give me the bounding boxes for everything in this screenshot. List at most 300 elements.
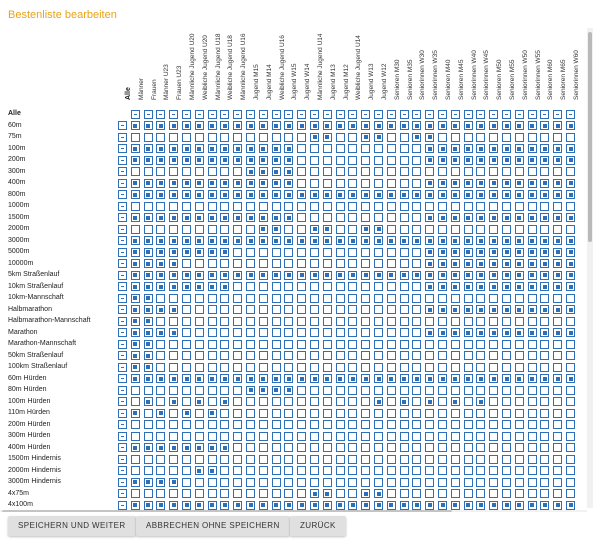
discipline-checkbox[interactable] — [336, 259, 345, 268]
discipline-checkbox[interactable] — [284, 432, 293, 441]
discipline-checkbox[interactable] — [566, 179, 575, 188]
discipline-checkbox[interactable] — [387, 455, 396, 464]
discipline-checkbox[interactable] — [182, 455, 191, 464]
select-row-checkbox[interactable] — [118, 144, 127, 153]
discipline-checkbox[interactable] — [489, 121, 498, 130]
discipline-checkbox[interactable] — [169, 478, 178, 487]
discipline-checkbox[interactable] — [425, 489, 434, 498]
discipline-checkbox[interactable] — [297, 213, 306, 222]
discipline-checkbox[interactable] — [131, 328, 140, 337]
discipline-checkbox[interactable] — [246, 167, 255, 176]
discipline-checkbox[interactable] — [400, 271, 409, 280]
discipline-checkbox[interactable] — [220, 386, 229, 395]
discipline-checkbox[interactable] — [412, 259, 421, 268]
discipline-checkbox[interactable] — [208, 156, 217, 165]
discipline-checkbox[interactable] — [361, 167, 370, 176]
discipline-checkbox[interactable] — [348, 397, 357, 406]
discipline-checkbox[interactable] — [195, 397, 204, 406]
discipline-checkbox[interactable] — [169, 144, 178, 153]
discipline-checkbox[interactable] — [259, 144, 268, 153]
discipline-checkbox[interactable] — [233, 397, 242, 406]
discipline-checkbox[interactable] — [144, 271, 153, 280]
discipline-checkbox[interactable] — [195, 455, 204, 464]
discipline-checkbox[interactable] — [323, 190, 332, 199]
discipline-checkbox[interactable] — [374, 443, 383, 452]
select-column-checkbox[interactable] — [374, 110, 383, 119]
discipline-checkbox[interactable] — [246, 432, 255, 441]
discipline-checkbox[interactable] — [272, 443, 281, 452]
discipline-checkbox[interactable] — [233, 179, 242, 188]
discipline-checkbox[interactable] — [438, 202, 447, 211]
discipline-checkbox[interactable] — [323, 351, 332, 360]
discipline-checkbox[interactable] — [387, 397, 396, 406]
discipline-checkbox[interactable] — [195, 271, 204, 280]
discipline-checkbox[interactable] — [528, 317, 537, 326]
discipline-checkbox[interactable] — [502, 248, 511, 257]
discipline-checkbox[interactable] — [553, 179, 562, 188]
discipline-checkbox[interactable] — [272, 432, 281, 441]
discipline-checkbox[interactable] — [464, 156, 473, 165]
discipline-checkbox[interactable] — [412, 397, 421, 406]
discipline-checkbox[interactable] — [438, 213, 447, 222]
discipline-checkbox[interactable] — [502, 167, 511, 176]
discipline-checkbox[interactable] — [425, 121, 434, 130]
select-column-checkbox[interactable] — [553, 110, 562, 119]
discipline-checkbox[interactable] — [361, 271, 370, 280]
discipline-checkbox[interactable] — [400, 236, 409, 245]
discipline-checkbox[interactable] — [412, 501, 421, 510]
discipline-checkbox[interactable] — [400, 305, 409, 314]
discipline-checkbox[interactable] — [259, 409, 268, 418]
discipline-checkbox[interactable] — [464, 351, 473, 360]
discipline-checkbox[interactable] — [131, 213, 140, 222]
discipline-checkbox[interactable] — [220, 121, 229, 130]
discipline-checkbox[interactable] — [131, 340, 140, 349]
discipline-checkbox[interactable] — [438, 282, 447, 291]
discipline-checkbox[interactable] — [323, 466, 332, 475]
discipline-checkbox[interactable] — [297, 409, 306, 418]
discipline-checkbox[interactable] — [156, 236, 165, 245]
discipline-checkbox[interactable] — [208, 144, 217, 153]
discipline-checkbox[interactable] — [233, 156, 242, 165]
discipline-checkbox[interactable] — [131, 144, 140, 153]
discipline-checkbox[interactable] — [131, 374, 140, 383]
discipline-checkbox[interactable] — [246, 363, 255, 372]
discipline-checkbox[interactable] — [502, 144, 511, 153]
select-column-checkbox[interactable] — [233, 110, 242, 119]
discipline-checkbox[interactable] — [310, 409, 319, 418]
discipline-checkbox[interactable] — [182, 363, 191, 372]
discipline-checkbox[interactable] — [400, 144, 409, 153]
discipline-checkbox[interactable] — [476, 121, 485, 130]
discipline-checkbox[interactable] — [374, 213, 383, 222]
discipline-checkbox[interactable] — [233, 282, 242, 291]
discipline-checkbox[interactable] — [425, 271, 434, 280]
discipline-checkbox[interactable] — [400, 317, 409, 326]
select-column-checkbox[interactable] — [208, 110, 217, 119]
discipline-checkbox[interactable] — [425, 259, 434, 268]
discipline-checkbox[interactable] — [297, 202, 306, 211]
discipline-checkbox[interactable] — [284, 501, 293, 510]
discipline-checkbox[interactable] — [476, 282, 485, 291]
discipline-checkbox[interactable] — [272, 236, 281, 245]
discipline-checkbox[interactable] — [310, 374, 319, 383]
discipline-checkbox[interactable] — [400, 156, 409, 165]
discipline-checkbox[interactable] — [323, 455, 332, 464]
discipline-checkbox[interactable] — [451, 455, 460, 464]
discipline-checkbox[interactable] — [553, 432, 562, 441]
discipline-checkbox[interactable] — [489, 328, 498, 337]
discipline-checkbox[interactable] — [400, 202, 409, 211]
discipline-checkbox[interactable] — [348, 409, 357, 418]
select-column-checkbox[interactable] — [528, 110, 537, 119]
discipline-checkbox[interactable] — [540, 179, 549, 188]
discipline-checkbox[interactable] — [528, 409, 537, 418]
discipline-checkbox[interactable] — [528, 282, 537, 291]
discipline-checkbox[interactable] — [528, 202, 537, 211]
discipline-checkbox[interactable] — [284, 179, 293, 188]
discipline-checkbox[interactable] — [323, 305, 332, 314]
discipline-checkbox[interactable] — [182, 271, 191, 280]
discipline-checkbox[interactable] — [323, 363, 332, 372]
discipline-checkbox[interactable] — [131, 351, 140, 360]
discipline-checkbox[interactable] — [272, 501, 281, 510]
discipline-checkbox[interactable] — [553, 248, 562, 257]
discipline-checkbox[interactable] — [515, 328, 524, 337]
discipline-checkbox[interactable] — [425, 466, 434, 475]
discipline-checkbox[interactable] — [284, 282, 293, 291]
discipline-checkbox[interactable] — [284, 386, 293, 395]
discipline-checkbox[interactable] — [540, 259, 549, 268]
discipline-checkbox[interactable] — [233, 190, 242, 199]
discipline-checkbox[interactable] — [489, 409, 498, 418]
discipline-checkbox[interactable] — [489, 363, 498, 372]
discipline-checkbox[interactable] — [412, 271, 421, 280]
discipline-checkbox[interactable] — [438, 501, 447, 510]
discipline-checkbox[interactable] — [515, 455, 524, 464]
discipline-checkbox[interactable] — [400, 489, 409, 498]
discipline-checkbox[interactable] — [144, 190, 153, 199]
discipline-checkbox[interactable] — [412, 328, 421, 337]
discipline-checkbox[interactable] — [553, 374, 562, 383]
discipline-checkbox[interactable] — [451, 363, 460, 372]
discipline-checkbox[interactable] — [208, 501, 217, 510]
discipline-checkbox[interactable] — [246, 282, 255, 291]
discipline-checkbox[interactable] — [489, 248, 498, 257]
discipline-checkbox[interactable] — [220, 455, 229, 464]
discipline-checkbox[interactable] — [553, 397, 562, 406]
discipline-checkbox[interactable] — [451, 340, 460, 349]
discipline-checkbox[interactable] — [246, 190, 255, 199]
discipline-checkbox[interactable] — [489, 259, 498, 268]
discipline-checkbox[interactable] — [451, 121, 460, 130]
discipline-checkbox[interactable] — [387, 340, 396, 349]
select-column-checkbox[interactable] — [464, 110, 473, 119]
leaderboard-matrix[interactable] — [0, 28, 600, 508]
discipline-checkbox[interactable] — [233, 363, 242, 372]
select-row-checkbox[interactable] — [118, 259, 127, 268]
discipline-checkbox[interactable] — [233, 455, 242, 464]
discipline-checkbox[interactable] — [361, 351, 370, 360]
discipline-checkbox[interactable] — [528, 259, 537, 268]
discipline-checkbox[interactable] — [131, 455, 140, 464]
discipline-checkbox[interactable] — [451, 144, 460, 153]
discipline-checkbox[interactable] — [323, 144, 332, 153]
discipline-checkbox[interactable] — [156, 328, 165, 337]
discipline-checkbox[interactable] — [528, 363, 537, 372]
discipline-checkbox[interactable] — [374, 455, 383, 464]
discipline-checkbox[interactable] — [182, 236, 191, 245]
discipline-checkbox[interactable] — [451, 156, 460, 165]
discipline-checkbox[interactable] — [310, 282, 319, 291]
discipline-checkbox[interactable] — [336, 351, 345, 360]
discipline-checkbox[interactable] — [566, 294, 575, 303]
discipline-checkbox[interactable] — [540, 374, 549, 383]
discipline-checkbox[interactable] — [476, 455, 485, 464]
discipline-checkbox[interactable] — [144, 397, 153, 406]
discipline-checkbox[interactable] — [451, 374, 460, 383]
discipline-checkbox[interactable] — [566, 133, 575, 142]
discipline-checkbox[interactable] — [272, 455, 281, 464]
discipline-checkbox[interactable] — [259, 213, 268, 222]
discipline-checkbox[interactable] — [310, 225, 319, 234]
discipline-checkbox[interactable] — [297, 478, 306, 487]
discipline-checkbox[interactable] — [297, 443, 306, 452]
discipline-checkbox[interactable] — [489, 190, 498, 199]
discipline-checkbox[interactable] — [182, 121, 191, 130]
discipline-checkbox[interactable] — [412, 225, 421, 234]
discipline-checkbox[interactable] — [553, 259, 562, 268]
discipline-checkbox[interactable] — [502, 213, 511, 222]
discipline-checkbox[interactable] — [323, 489, 332, 498]
discipline-checkbox[interactable] — [464, 432, 473, 441]
discipline-checkbox[interactable] — [476, 478, 485, 487]
discipline-checkbox[interactable] — [272, 144, 281, 153]
discipline-checkbox[interactable] — [131, 121, 140, 130]
discipline-checkbox[interactable] — [195, 340, 204, 349]
discipline-checkbox[interactable] — [220, 443, 229, 452]
discipline-checkbox[interactable] — [336, 409, 345, 418]
select-row-checkbox[interactable] — [118, 305, 127, 314]
discipline-checkbox[interactable] — [476, 443, 485, 452]
discipline-checkbox[interactable] — [374, 409, 383, 418]
discipline-checkbox[interactable] — [348, 455, 357, 464]
select-row-checkbox[interactable] — [118, 455, 127, 464]
discipline-checkbox[interactable] — [246, 386, 255, 395]
discipline-checkbox[interactable] — [336, 121, 345, 130]
discipline-checkbox[interactable] — [476, 317, 485, 326]
vertical-scrollbar-thumb[interactable] — [588, 32, 592, 242]
discipline-checkbox[interactable] — [182, 259, 191, 268]
discipline-checkbox[interactable] — [566, 305, 575, 314]
discipline-checkbox[interactable] — [156, 478, 165, 487]
discipline-checkbox[interactable] — [131, 317, 140, 326]
discipline-checkbox[interactable] — [348, 340, 357, 349]
discipline-checkbox[interactable] — [156, 351, 165, 360]
discipline-checkbox[interactable] — [451, 259, 460, 268]
discipline-checkbox[interactable] — [361, 156, 370, 165]
discipline-checkbox[interactable] — [259, 455, 268, 464]
discipline-checkbox[interactable] — [502, 409, 511, 418]
discipline-checkbox[interactable] — [425, 213, 434, 222]
discipline-checkbox[interactable] — [553, 328, 562, 337]
discipline-checkbox[interactable] — [387, 351, 396, 360]
discipline-checkbox[interactable] — [169, 363, 178, 372]
discipline-checkbox[interactable] — [464, 409, 473, 418]
discipline-checkbox[interactable] — [566, 374, 575, 383]
discipline-checkbox[interactable] — [476, 386, 485, 395]
discipline-checkbox[interactable] — [220, 190, 229, 199]
discipline-checkbox[interactable] — [259, 478, 268, 487]
discipline-checkbox[interactable] — [246, 259, 255, 268]
discipline-checkbox[interactable] — [310, 363, 319, 372]
discipline-checkbox[interactable] — [361, 328, 370, 337]
discipline-checkbox[interactable] — [259, 190, 268, 199]
discipline-checkbox[interactable] — [195, 133, 204, 142]
discipline-checkbox[interactable] — [387, 133, 396, 142]
discipline-checkbox[interactable] — [438, 259, 447, 268]
discipline-checkbox[interactable] — [182, 144, 191, 153]
discipline-checkbox[interactable] — [272, 340, 281, 349]
discipline-checkbox[interactable] — [387, 236, 396, 245]
discipline-checkbox[interactable] — [272, 271, 281, 280]
discipline-checkbox[interactable] — [387, 144, 396, 153]
discipline-checkbox[interactable] — [464, 271, 473, 280]
discipline-checkbox[interactable] — [182, 478, 191, 487]
select-row-checkbox[interactable] — [118, 478, 127, 487]
discipline-checkbox[interactable] — [246, 294, 255, 303]
discipline-checkbox[interactable] — [387, 225, 396, 234]
discipline-checkbox[interactable] — [131, 409, 140, 418]
discipline-checkbox[interactable] — [489, 374, 498, 383]
discipline-checkbox[interactable] — [566, 386, 575, 395]
discipline-checkbox[interactable] — [323, 478, 332, 487]
discipline-checkbox[interactable] — [336, 179, 345, 188]
discipline-checkbox[interactable] — [361, 374, 370, 383]
discipline-checkbox[interactable] — [348, 386, 357, 395]
discipline-checkbox[interactable] — [284, 236, 293, 245]
discipline-checkbox[interactable] — [412, 236, 421, 245]
discipline-checkbox[interactable] — [144, 121, 153, 130]
discipline-checkbox[interactable] — [425, 294, 434, 303]
discipline-checkbox[interactable] — [502, 259, 511, 268]
discipline-checkbox[interactable] — [566, 190, 575, 199]
discipline-checkbox[interactable] — [208, 432, 217, 441]
discipline-checkbox[interactable] — [476, 271, 485, 280]
discipline-checkbox[interactable] — [284, 144, 293, 153]
discipline-checkbox[interactable] — [220, 432, 229, 441]
discipline-checkbox[interactable] — [233, 248, 242, 257]
discipline-checkbox[interactable] — [246, 409, 255, 418]
discipline-checkbox[interactable] — [489, 236, 498, 245]
discipline-checkbox[interactable] — [220, 167, 229, 176]
discipline-checkbox[interactable] — [131, 420, 140, 429]
discipline-checkbox[interactable] — [156, 420, 165, 429]
discipline-checkbox[interactable] — [220, 478, 229, 487]
discipline-checkbox[interactable] — [208, 443, 217, 452]
discipline-checkbox[interactable] — [259, 489, 268, 498]
discipline-checkbox[interactable] — [156, 190, 165, 199]
discipline-checkbox[interactable] — [195, 259, 204, 268]
discipline-checkbox[interactable] — [348, 248, 357, 257]
discipline-checkbox[interactable] — [489, 397, 498, 406]
discipline-checkbox[interactable] — [272, 489, 281, 498]
discipline-checkbox[interactable] — [323, 317, 332, 326]
discipline-checkbox[interactable] — [156, 466, 165, 475]
discipline-checkbox[interactable] — [425, 133, 434, 142]
select-row-checkbox[interactable] — [118, 443, 127, 452]
discipline-checkbox[interactable] — [246, 225, 255, 234]
discipline-checkbox[interactable] — [272, 179, 281, 188]
discipline-checkbox[interactable] — [131, 478, 140, 487]
discipline-checkbox[interactable] — [515, 225, 524, 234]
discipline-checkbox[interactable] — [246, 374, 255, 383]
discipline-checkbox[interactable] — [272, 133, 281, 142]
discipline-checkbox[interactable] — [195, 190, 204, 199]
discipline-checkbox[interactable] — [233, 225, 242, 234]
discipline-checkbox[interactable] — [131, 271, 140, 280]
discipline-checkbox[interactable] — [348, 363, 357, 372]
discipline-checkbox[interactable] — [425, 144, 434, 153]
discipline-checkbox[interactable] — [400, 328, 409, 337]
discipline-checkbox[interactable] — [195, 156, 204, 165]
discipline-checkbox[interactable] — [438, 478, 447, 487]
discipline-checkbox[interactable] — [489, 282, 498, 291]
discipline-checkbox[interactable] — [425, 340, 434, 349]
discipline-checkbox[interactable] — [374, 294, 383, 303]
discipline-checkbox[interactable] — [400, 466, 409, 475]
discipline-checkbox[interactable] — [144, 236, 153, 245]
discipline-checkbox[interactable] — [297, 144, 306, 153]
discipline-checkbox[interactable] — [220, 282, 229, 291]
discipline-checkbox[interactable] — [144, 213, 153, 222]
discipline-checkbox[interactable] — [336, 305, 345, 314]
discipline-checkbox[interactable] — [272, 202, 281, 211]
discipline-checkbox[interactable] — [361, 190, 370, 199]
discipline-checkbox[interactable] — [412, 420, 421, 429]
discipline-checkbox[interactable] — [540, 144, 549, 153]
discipline-checkbox[interactable] — [387, 179, 396, 188]
select-column-checkbox[interactable] — [156, 110, 165, 119]
discipline-checkbox[interactable] — [348, 202, 357, 211]
discipline-checkbox[interactable] — [348, 305, 357, 314]
discipline-checkbox[interactable] — [540, 397, 549, 406]
discipline-checkbox[interactable] — [515, 156, 524, 165]
discipline-checkbox[interactable] — [387, 363, 396, 372]
select-row-checkbox[interactable] — [118, 420, 127, 429]
discipline-checkbox[interactable] — [233, 271, 242, 280]
discipline-checkbox[interactable] — [489, 351, 498, 360]
discipline-checkbox[interactable] — [284, 121, 293, 130]
discipline-checkbox[interactable] — [489, 294, 498, 303]
discipline-checkbox[interactable] — [464, 478, 473, 487]
discipline-checkbox[interactable] — [438, 386, 447, 395]
discipline-checkbox[interactable] — [348, 501, 357, 510]
select-column-checkbox[interactable] — [272, 110, 281, 119]
discipline-checkbox[interactable] — [182, 202, 191, 211]
discipline-checkbox[interactable] — [310, 305, 319, 314]
discipline-checkbox[interactable] — [259, 386, 268, 395]
discipline-checkbox[interactable] — [208, 386, 217, 395]
discipline-checkbox[interactable] — [425, 409, 434, 418]
discipline-checkbox[interactable] — [540, 202, 549, 211]
discipline-checkbox[interactable] — [502, 374, 511, 383]
discipline-checkbox[interactable] — [336, 282, 345, 291]
discipline-checkbox[interactable] — [348, 259, 357, 268]
discipline-checkbox[interactable] — [284, 455, 293, 464]
discipline-checkbox[interactable] — [297, 397, 306, 406]
discipline-checkbox[interactable] — [220, 409, 229, 418]
